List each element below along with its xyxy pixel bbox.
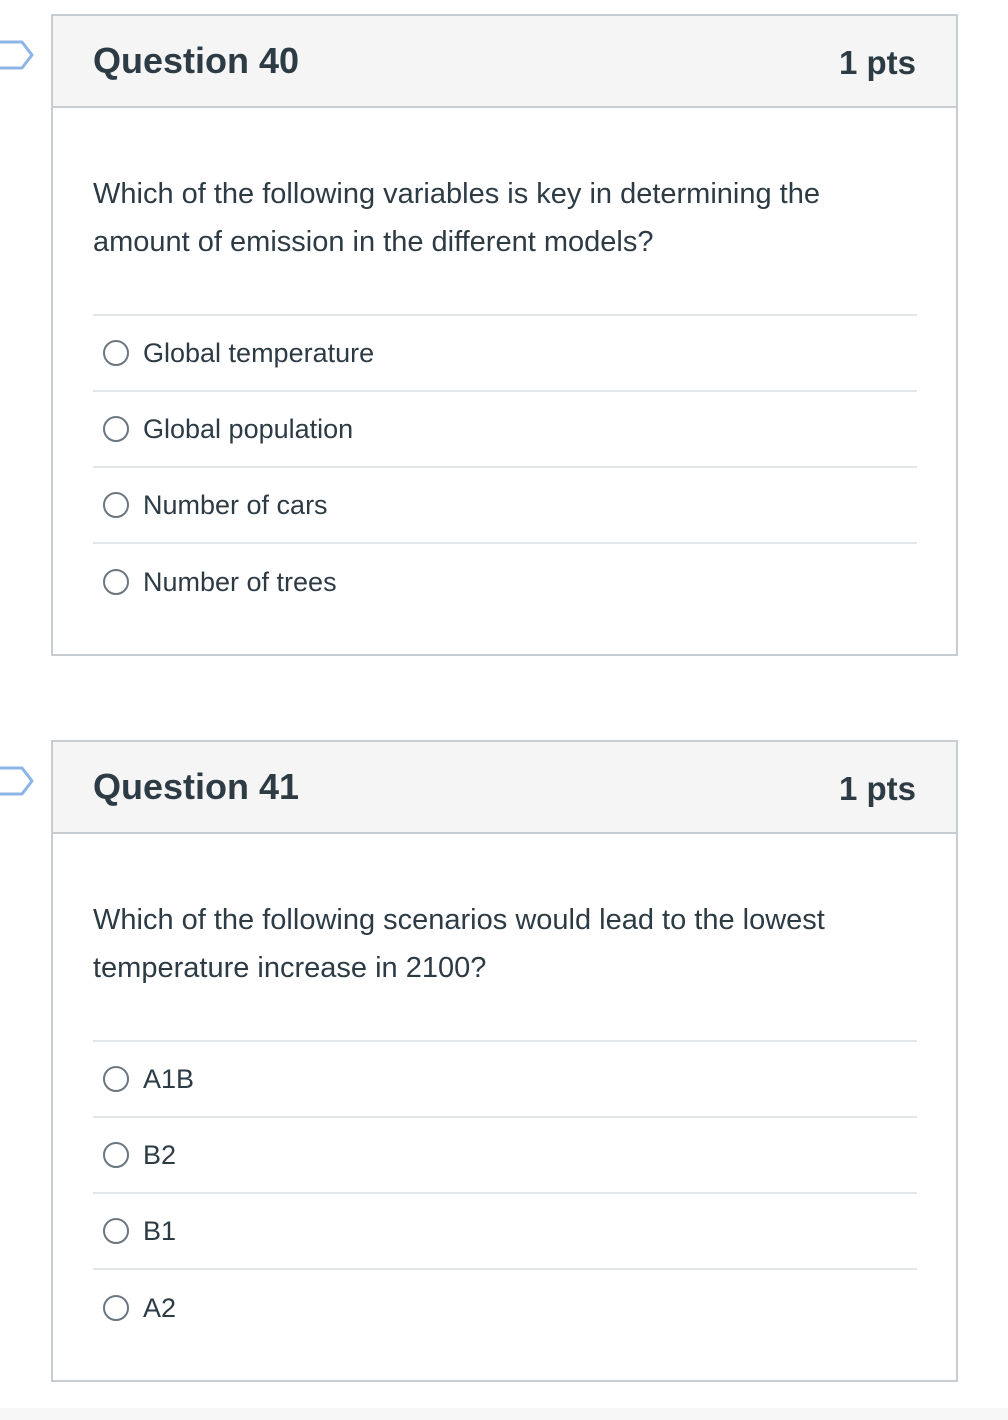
question-body	[53, 834, 956, 1346]
answer-label: Number of trees	[143, 566, 337, 597]
answer-option[interactable]	[93, 468, 917, 544]
answer-option[interactable]	[93, 1270, 917, 1346]
question-title: Question 40	[93, 40, 300, 81]
answer-option[interactable]	[93, 1118, 917, 1194]
question-header	[53, 742, 956, 834]
question-text: Which of the following variables is key in determining the amount of emission in the different models?	[93, 178, 820, 258]
question-points: 1 pts	[838, 44, 916, 81]
answer-label: Number of cars	[143, 489, 328, 520]
answer-label: B1	[143, 1215, 177, 1246]
answer-label: Global population	[143, 413, 354, 444]
page-bottom-strip	[0, 1408, 1008, 1420]
answer-option[interactable]	[93, 316, 917, 392]
radio-unchecked-icon[interactable]	[103, 1218, 129, 1244]
answer-label: B2	[143, 1139, 177, 1170]
radio-unchecked-icon[interactable]	[103, 340, 129, 366]
answer-option[interactable]	[93, 392, 917, 468]
question-body	[53, 108, 956, 620]
question-header	[53, 16, 956, 108]
answer-option[interactable]	[93, 1042, 917, 1118]
radio-unchecked-icon[interactable]	[103, 416, 129, 442]
radio-unchecked-icon[interactable]	[103, 1142, 129, 1168]
radio-unchecked-icon[interactable]	[103, 492, 129, 518]
answer-label: A2	[143, 1292, 177, 1323]
question-card-41	[51, 740, 958, 1382]
flag-question-41-icon[interactable]	[0, 766, 34, 796]
flag-question-40-icon[interactable]	[0, 40, 34, 70]
answer-option[interactable]	[93, 1194, 917, 1270]
answer-list	[93, 1040, 917, 1346]
answer-list	[93, 314, 917, 620]
question-points: 1 pts	[838, 770, 916, 807]
radio-unchecked-icon[interactable]	[103, 569, 129, 595]
radio-unchecked-icon[interactable]	[103, 1295, 129, 1321]
question-title: Question 41	[93, 766, 300, 807]
answer-label: Global temperature	[143, 337, 375, 368]
answer-option[interactable]	[93, 544, 917, 620]
answer-label: A1B	[143, 1063, 195, 1094]
question-text: Which of the following scenarios would lead to the lowest temperature increase in 2100?	[93, 904, 825, 984]
radio-unchecked-icon[interactable]	[103, 1066, 129, 1092]
question-card-40	[51, 14, 958, 656]
